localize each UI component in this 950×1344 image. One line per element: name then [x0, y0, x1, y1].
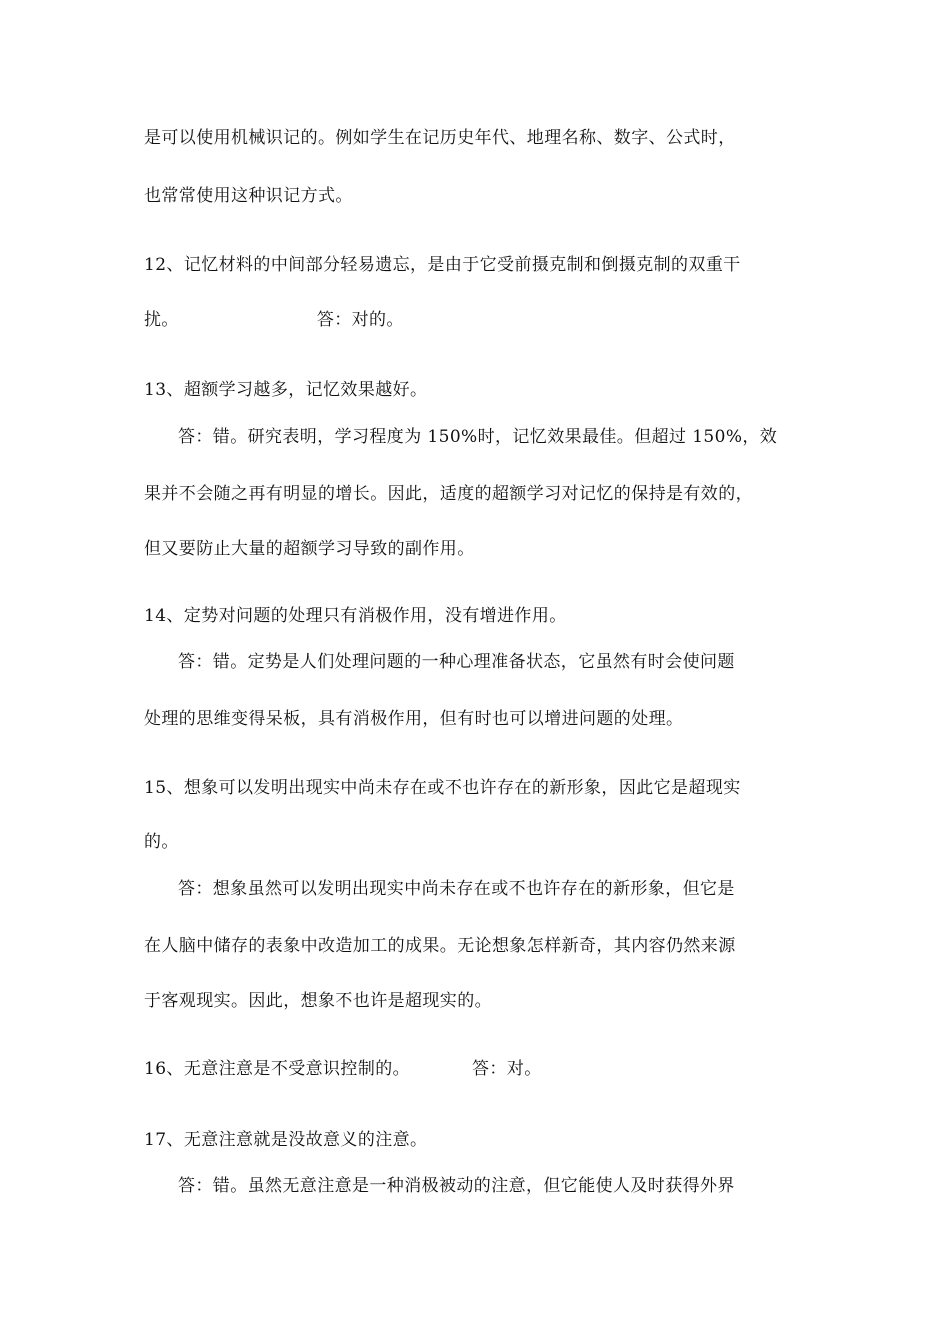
answer-17-line: 答：错。虽然无意注意是一种消极被动的注意，但它能使人及时获得外界 — [178, 1176, 735, 1196]
question-17-line: 17、无意注意就是没故意义的注意。 — [144, 1130, 428, 1150]
text-line: 于客观现实。因此，想象不也许是超现实的。 — [144, 991, 492, 1011]
question-13-line: 13、超额学习越多，记忆效果越好。 — [144, 380, 428, 400]
question-12-end: 扰。 — [144, 310, 179, 330]
text-line: 果并不会随之再有明显的增长。因此，适度的超额学习对记忆的保持是有效的， — [144, 484, 753, 504]
text-line: 处理的思维变得呆板，具有消极作用，但有时也可以增进问题的处理。 — [144, 709, 684, 729]
question-12-line: 12、记忆材料的中间部分轻易遗忘，是由于它受前摄克制和倒摄克制的双重干 — [144, 255, 741, 275]
text-line — [144, 308, 404, 332]
text-line — [144, 1057, 542, 1081]
text-line: 的。 — [144, 832, 179, 852]
question-16: 16、无意注意是不受意识控制的。 — [144, 1059, 411, 1079]
text-line: 也常常使用这种识记方式。 — [144, 186, 353, 206]
text-line: 是可以使用机械识记的。例如学生在记历史年代、地理名称、数字、公式时， — [144, 128, 736, 148]
text-line: 但又要防止大量的超额学习导致的副作用。 — [144, 539, 475, 559]
answer-12: 答：对的。 — [316, 310, 404, 330]
answer-14-line: 答：错。定势是人们处理问题的一种心理准备状态，它虽然有时会使问题 — [178, 652, 735, 672]
question-14-line: 14、定势对问题的处理只有消极作用，没有增进作用。 — [144, 606, 567, 626]
answer-15-line: 答：想象虽然可以发明出现实中尚未存在或不也许存在的新形象，但它是 — [178, 879, 735, 899]
answer-13-line: 答：错。研究表明，学习程度为 150%时，记忆效果最佳。但超过 150%，效 — [178, 427, 778, 447]
question-15-line: 15、想象可以发明出现实中尚未存在或不也许存在的新形象，因此它是超现实 — [144, 778, 741, 798]
answer-16: 答：对。 — [472, 1059, 542, 1079]
text-line: 在人脑中储存的表象中改造加工的成果。无论想象怎样新奇，其内容仍然来源 — [144, 936, 736, 956]
